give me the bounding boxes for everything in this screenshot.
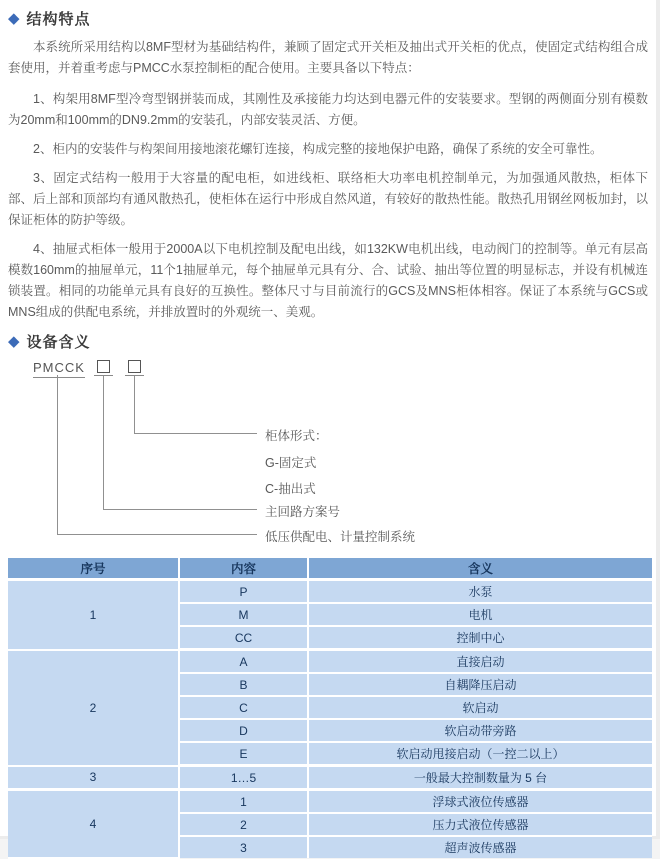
diagram-label-scheme: 主回路方案号 — [265, 505, 341, 519]
section-title-meaning — [8, 331, 648, 352]
meaning-title: 设备含义 — [26, 334, 91, 351]
meaning-table — [8, 558, 652, 859]
table-row — [8, 650, 652, 674]
cell-meaning: 软启动 — [308, 696, 652, 719]
cell-content: E — [179, 742, 308, 766]
cell-content: 1…5 — [179, 766, 308, 790]
connector-line — [134, 376, 135, 433]
cell-meaning: 浮球式液位传感器 — [308, 790, 652, 814]
cell-meaning: 压力式液位传感器 — [308, 813, 652, 836]
group-no: 4 — [8, 790, 179, 859]
diamond-icon: ◆ — [8, 10, 20, 27]
diagram-label-cabinet-form: 柜体形式： — [265, 429, 328, 443]
cell-meaning: 电机 — [308, 603, 652, 626]
cell-meaning: 软启动带旁路 — [308, 719, 652, 742]
diagram-label-drawout: C-抽出式 — [265, 482, 316, 496]
header-no: 序号 — [8, 558, 179, 580]
header-meaning: 含义 — [308, 558, 652, 580]
cell-meaning: 软启动甩接启动（一控二以上） — [308, 742, 652, 766]
placeholder-box-2 — [125, 360, 144, 376]
features-point-2: 2、柜内的安装件与构架间用接地滚花螺钉连接，构成完整的接地保护电路，确保了系统的安全可靠性。 — [33, 142, 603, 156]
connector-line — [57, 375, 58, 534]
empty-box-icon — [97, 360, 110, 373]
group-no: 3 — [8, 766, 179, 790]
cell-meaning: 超声波传感器 — [308, 836, 652, 858]
cell-meaning: 一般最大控制数量为 5 台 — [308, 766, 652, 790]
section-title-features — [8, 8, 648, 29]
cell-meaning: 控制中心 — [308, 626, 652, 650]
placeholder-box-1 — [94, 360, 113, 376]
connector-line — [57, 534, 257, 535]
connector-line — [134, 433, 257, 434]
cell-meaning: 直接启动 — [308, 650, 652, 674]
cell-meaning: 自耦降压启动 — [308, 673, 652, 696]
cell-content: 2 — [179, 813, 308, 836]
features-intro-paragraph: 本系统所采用结构以8MF型材为基础结构件，兼顾了固定式开关柜及抽出式开关柜的优点，使固定式结构组合成套使用，并着重考虑与PMCC水泵控制柜的配合使用。主要具备以下特点： — [8, 40, 648, 75]
empty-box-icon — [128, 360, 141, 373]
table-row — [8, 766, 652, 790]
features-point-1: 1、构架用8MF型冷弯型钢拼装而成，其刚性及承接能力均达到电器元件的安装要求。型钢的两侧面分别有模数为20mm和100mm的DN9.2mm的安装孔，内部安装灵活、方便。 — [8, 92, 648, 127]
model-code-text: PMCCK — [33, 360, 85, 378]
cell-content: C — [179, 696, 308, 719]
table-header-row — [8, 558, 652, 580]
cell-content: P — [179, 580, 308, 604]
connector-line — [103, 376, 104, 509]
cell-content: 1 — [179, 790, 308, 814]
features-point-4: 4、抽屉式柜体一般用于2000A以下电机控制及配电出线，如132KW电机出线，电动阀门的控制等。单元有层高模数160mm的抽屉单元，11个1抽屉单元，每个抽屉单元具有分、合、试验、抽出等位置的明显标志，并设有机械连锁装置。相同的功能单元具有良好的互换性。整体尺寸与目前流行的GCS及MNS柜体相容。保证了本系统与GCS或MNS组成的供配电系统，并排放置时的外观统一、美观。 — [8, 242, 648, 319]
features-title: 结构特点 — [26, 11, 91, 28]
cell-content: D — [179, 719, 308, 742]
diamond-icon: ◆ — [8, 333, 20, 350]
diagram-label-system: 低压供配电、计量控制系统 — [265, 530, 416, 544]
model-code-diagram — [33, 360, 648, 550]
cell-meaning: 水泵 — [308, 580, 652, 604]
cell-content: 3 — [179, 836, 308, 858]
cell-content: B — [179, 673, 308, 696]
connector-line — [103, 509, 257, 510]
diagram-label-fixed: G-固定式 — [265, 456, 317, 470]
group-no: 2 — [8, 650, 179, 766]
table-row — [8, 790, 652, 814]
header-content: 内容 — [179, 558, 308, 580]
cell-content: A — [179, 650, 308, 674]
cell-content: M — [179, 603, 308, 626]
features-point-3: 3、固定式结构一般用于大容量的配电柜，如进线柜、联络柜大功率电机控制单元，为加强通风散热，柜体下部、后上部和顶部均有通风散热孔，使柜体在运行中形成自然风道，有较好的散热性能。散热孔用钢丝网板加封，以保证柜体的防护等级。 — [8, 171, 648, 227]
group-no: 1 — [8, 580, 179, 650]
cell-content: CC — [179, 626, 308, 650]
table-row — [8, 580, 652, 604]
